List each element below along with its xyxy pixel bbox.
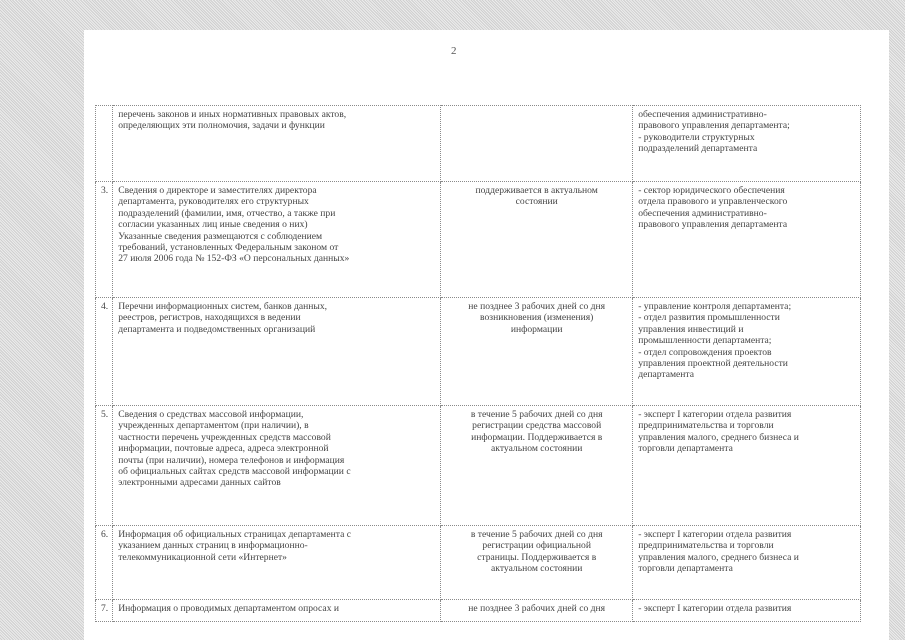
cell-text-line: Сведения о директоре и заместителях директора [118, 185, 317, 196]
cell-text-line: телекоммуникационной сети «Интернет» [118, 551, 287, 563]
cell-text-line: Информация о проводимых департаментом опросах и [118, 603, 340, 614]
row-number-cell: 3. [96, 182, 113, 298]
info-cell [113, 182, 441, 298]
cell-text-line: требований, установленных Федеральным законом от [118, 242, 339, 254]
responsible-cell [633, 182, 861, 298]
cell-text-line: 27 июля 2006 года № 152-ФЗ «О персональных данных» [118, 253, 350, 265]
row-number-cell: 4. [96, 298, 113, 406]
row-number-cell: 7. [96, 600, 113, 622]
info-table [95, 105, 861, 622]
row-number-cell: 6. [96, 526, 113, 600]
cell-text-line: в течение 5 рабочих дней со дня [470, 409, 603, 420]
cell-text-line: подразделений департамента [638, 143, 758, 155]
cell-text-line: указанием данных страниц в информационно- [118, 540, 308, 552]
period-cell [441, 298, 633, 406]
cell-text-line: - управление контроля департамента; [638, 301, 792, 312]
period-cell [441, 182, 633, 298]
cell-text-line: департамента [638, 369, 695, 381]
cell-text-line: электронными адресами данных сайтов [118, 477, 281, 489]
cell-text-line: управления проектной деятельности [638, 358, 788, 370]
row-number-cell [96, 106, 113, 182]
info-cell [113, 406, 441, 526]
cell-text-line: управления малого, среднего бизнеса и [638, 551, 799, 563]
cell-text-line: - эксперт I категории отдела развития [638, 529, 792, 540]
cell-text-line: торговли департамента [638, 443, 733, 455]
cell-text-line: - эксперт I категории отдела развития [638, 603, 792, 614]
cell-text-line: Сведения о средствах массовой информации, [118, 409, 304, 420]
cell-text-line: регистрации официальной [482, 540, 591, 552]
cell-text-line: управления малого, среднего бизнеса и [638, 431, 799, 443]
responsible-cell [633, 600, 861, 622]
cell-text-line: - руководители структурных [638, 131, 755, 143]
table-row [96, 526, 861, 600]
cell-text-line: не позднее 3 рабочих дней со дня [468, 603, 606, 614]
cell-text-line: регистрации средства массовой [472, 420, 602, 432]
cell-text-line: информации [510, 323, 563, 335]
table-row [96, 298, 861, 406]
cell-text-line: - эксперт I категории отдела развития [638, 409, 792, 420]
cell-text-line: почты (при наличии), номера телефонов и информация [118, 454, 345, 466]
cell-text-line: предпринимательства и торговли [638, 420, 774, 432]
cell-text-line: состоянии [515, 196, 558, 208]
cell-text-line: департамента, руководителях его структурных [118, 196, 309, 208]
cell-text-line: частности перечень учрежденных средств массовой [118, 431, 331, 443]
cell-text-line: перечень законов и иных нормативных правовых актов, [118, 109, 347, 120]
info-cell [113, 106, 441, 182]
cell-text-line: - отдел развития промышленности [638, 312, 780, 324]
cell-text-line: согласии указанных лиц иные сведения о них) [118, 219, 308, 231]
page-number: 2 [451, 45, 457, 57]
cell-text-line: информации. Поддерживается в [471, 431, 603, 443]
table-row [96, 106, 861, 182]
cell-text-line: промышленности департамента; [638, 335, 772, 347]
cell-text-line: страницы. Поддерживается в [477, 551, 597, 563]
responsible-cell [633, 526, 861, 600]
cell-text-line: Перечни информационных систем, банков данных, [118, 301, 328, 312]
cell-text-line: правового управления департамента; [638, 120, 790, 132]
responsible-cell [633, 298, 861, 406]
table-body [96, 106, 861, 622]
info-cell [113, 298, 441, 406]
cell-text-line: - сектор юридического обеспечения [638, 185, 785, 196]
cell-text-line: управления инвестиций и [638, 323, 744, 335]
cell-text-line: Информация об официальных страницах департамента с [118, 529, 351, 540]
cell-text-line: предпринимательства и торговли [638, 540, 774, 552]
period-cell [441, 526, 633, 600]
cell-text-line: реестров, регистров, находящихся в ведении [118, 312, 301, 324]
cell-text-line: подразделений (фамилии, имя, отчество, а также при [118, 207, 336, 219]
table-row [96, 182, 861, 298]
cell-text-line: правового управления департамента [638, 219, 788, 231]
cell-text-line: отдела правового и управленческого [638, 196, 788, 208]
cell-text-line: об официальных сайтах средств массовой информации с [118, 466, 351, 478]
period-cell [441, 600, 633, 622]
cell-text-line: торговли департамента [638, 563, 733, 575]
cell-text-line: не позднее 3 рабочих дней со дня [468, 301, 606, 312]
info-cell [113, 526, 441, 600]
responsible-cell [633, 406, 861, 526]
period-cell [441, 106, 633, 182]
cell-text-line: учрежденных департаментом (при наличии), в [118, 420, 309, 432]
row-number-cell: 5. [96, 406, 113, 526]
cell-text-line: возникновения (изменения) [480, 312, 594, 324]
cell-text-line: - отдел сопровождения проектов [638, 346, 772, 358]
cell-text-line: информации, почтовые адреса, адреса электронной [118, 443, 329, 455]
cell-text-line: в течение 5 рабочих дней со дня [470, 529, 603, 540]
period-cell [441, 406, 633, 526]
responsible-cell [633, 106, 861, 182]
table-row [96, 406, 861, 526]
table-row [96, 600, 861, 622]
cell-text-line: поддерживается в актуальном [475, 185, 598, 196]
info-cell [113, 600, 441, 622]
cell-text-line: департамента и подведомственных организаций [118, 323, 316, 335]
cell-text-line: актуальном состоянии [491, 563, 583, 575]
cell-text-line: Указанные сведения размещаются с соблюдением [118, 230, 323, 242]
cell-text-line: обеспечения административно- [638, 207, 767, 219]
cell-text-line: актуальном состоянии [491, 443, 583, 455]
cell-text-line: обеспечения административно- [638, 109, 767, 120]
cell-text-line: определяющих эти полномочия, задачи и функции [118, 120, 325, 132]
